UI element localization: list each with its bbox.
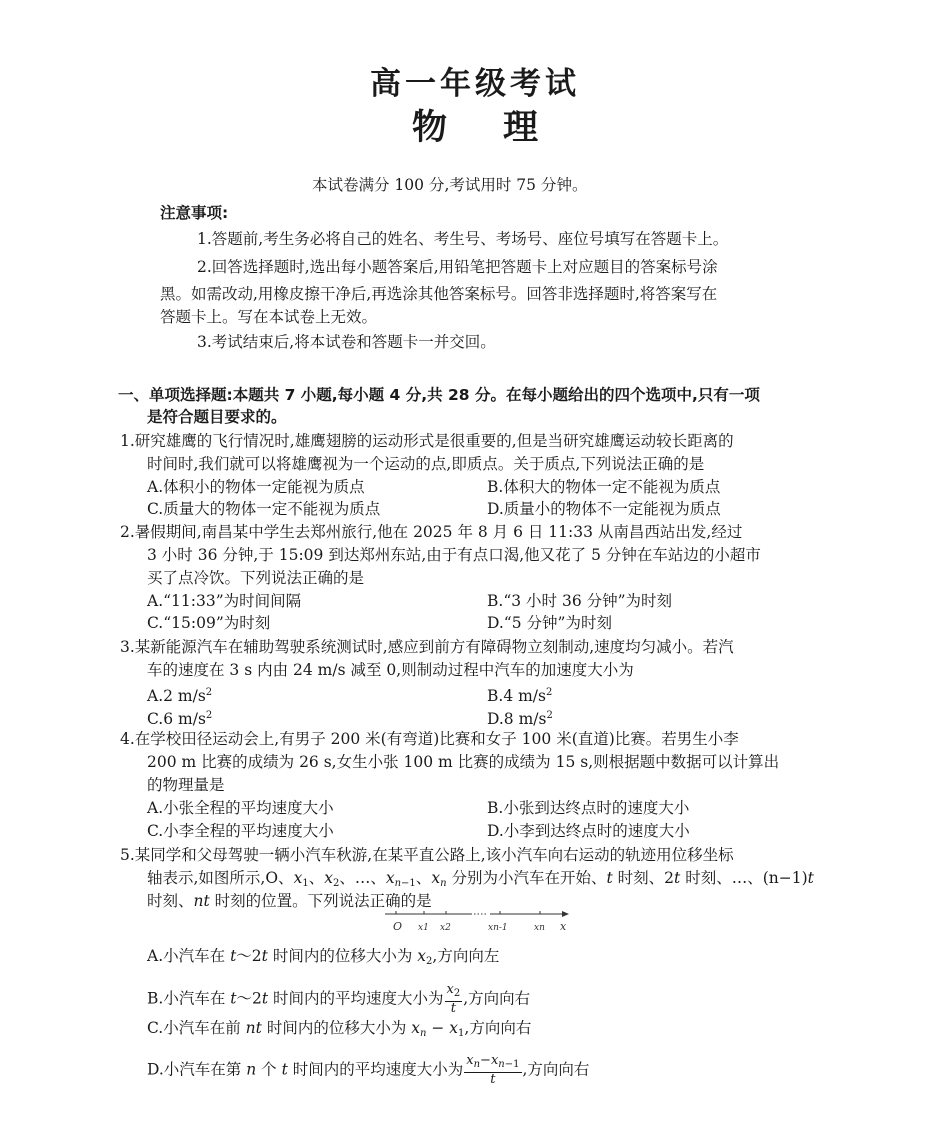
q5-option-c: C.小汽车在前 nt 时间内的位移大小为 $x_n - x_1$,方向向右 [147, 1019, 532, 1039]
section1-heading: 一、单项选择题:本题共 7 小题,每小题 4 分,共 28 分。在每小题给出的四个选项中,只有一项 [118, 386, 760, 404]
q5-stem-2-a: 轴表示,如图所示,O、 [147, 869, 294, 887]
axis-label-x: x [560, 920, 567, 933]
q5-option-b-post: ,方向向右 [463, 989, 531, 1008]
q5-stem-2-b: 分别为小汽车在开始、 [451, 869, 607, 887]
axis-label-o: O [393, 920, 403, 933]
q1-option-a: A.体积小的物体一定能视为质点 [147, 478, 365, 496]
q3-option-c-text: C.6 m/s [147, 710, 206, 728]
q3-option-a [147, 683, 212, 706]
q5-option-d-mid1: 个 [256, 1060, 282, 1079]
q3-option-d [487, 706, 553, 729]
q5-stem-2: 轴表示,如图所示,O、$x_1$、$x_2$、…、$x_{n-1}$、$x_n$ 分别为小汽车在开始、t 时刻、2t 时刻、…、(n−1)t [147, 869, 814, 889]
q5-option-a-mid: 时间内的位移大小为 [267, 947, 418, 965]
q5-stem-3-a: 时刻、 [147, 892, 194, 910]
notice-item-2: 2.回答选择题时,选出每小题答案后,用铅笔把答题卡上对应题目的答案标号涂 [197, 258, 718, 276]
displacement-axis-figure [380, 906, 570, 936]
q5-stem-1: 5.某同学和父母驾驶一辆小汽车秋游,在某平直公路上,该小汽车向右运动的轨迹用位移坐标 [120, 846, 734, 864]
q4-option-a: A.小张全程的平均速度大小 [147, 799, 334, 817]
notice-item-2-cont: 黑。如需改动,用橡皮擦干净后,再选涂其他答案标号。回答非选择题时,将答案写在 [160, 285, 718, 303]
q5-option-c-post: ,方向向右 [464, 1019, 532, 1037]
axis-label-x2: x2 [440, 923, 451, 933]
q4-stem-2: 200 m 比赛的成绩为 26 s,女生小张 100 m 比赛的成绩为 15 s,则根据题中数据可以计算出 [147, 753, 780, 771]
notice-heading: 注意事项: [160, 204, 229, 222]
q5-option-b-mid: 时间内的平均速度大小为 [268, 989, 444, 1008]
subject-char-2: 理 [503, 108, 539, 148]
section1-heading-cont: 是符合题目要求的。 [147, 408, 287, 426]
q2-stem-2: 3 小时 36 分钟,于 15:09 到达郑州东站,由于有点口渴,他又花了 5 分钟在车站边的小超市 [147, 546, 761, 564]
subject-char-1: 物 [411, 108, 447, 148]
q3-option-c-exp: 2 [205, 710, 213, 721]
q5-option-c-pre: C.小汽车在前 [147, 1019, 246, 1037]
q3-option-b [487, 683, 552, 706]
q1-option-d: D.质量小的物体不一定能视为质点 [487, 500, 721, 518]
q3-option-d-exp: 2 [546, 710, 553, 721]
q1-stem-1: 1.研究雄鹰的飞行情况时,雄鹰翅膀的运动形式是很重要的,但是当研究雄鹰运动较长距离的 [120, 432, 734, 450]
q3-option-a-text: A.2 m/s [147, 687, 206, 705]
q5-option-b-pre: B.小汽车在 [147, 989, 231, 1008]
notice-item-3: 3.考试结束后,将本试卷和答题卡一并交回。 [197, 333, 496, 351]
q4-option-c: C.小李全程的平均速度大小 [147, 822, 334, 840]
q1-option-c: C.质量大的物体一定不能视为质点 [147, 500, 381, 518]
subject-title [0, 100, 950, 150]
q2-option-b: B.“3 小时 36 分钟”为时刻 [487, 592, 673, 610]
axis-label-x1: x1 [418, 923, 429, 933]
exam-title: 高一年级考试 [370, 66, 580, 102]
q3-stem-1: 3.某新能源汽车在辅助驾驶系统测试时,感应到前方有障碍物立刻制动,速度均匀减小。若汽 [120, 638, 734, 656]
q5-stem-2-d: 时刻、…、(n−1) [685, 869, 808, 887]
q2-option-a: A.“11:33”为时间间隔 [147, 592, 302, 610]
q5-option-d-mid2: 时间内的平均速度大小为 [287, 1060, 464, 1079]
q2-option-c: C.“15:09”为时刻 [147, 614, 271, 632]
q2-stem-3: 买了点冷饮。下列说法正确的是 [147, 569, 365, 587]
q1-stem-2: 时间时,我们就可以将雄鹰视为一个运动的点,即质点。关于质点,下列说法正确的是 [147, 455, 705, 473]
axis-label-xn: xn [534, 923, 545, 933]
q4-option-b: B.小张到达终点时的速度大小 [487, 799, 690, 817]
q5-option-b-fraction: $\frac{x_2}{t}$ [446, 982, 461, 1016]
axis-label-xn-1: xn-1 [488, 923, 508, 933]
q5-option-a: A.小汽车在 t～2t 时间内的位移大小为 $x_2$,方向向左 [147, 947, 500, 967]
q2-option-d: D.“5 分钟”为时刻 [487, 614, 612, 632]
q3-option-b-text: B.4 m/s [487, 687, 546, 705]
q1-option-b: B.体积大的物体一定不能视为质点 [487, 478, 721, 496]
q5-option-b: B.小汽车在 t～2t 时间内的平均速度大小为 $\frac{x_2}{t}$ ,方向向右 [147, 982, 531, 1016]
q3-option-a-exp: 2 [205, 687, 213, 698]
q4-option-d: D.小李到达终点时的速度大小 [487, 822, 690, 840]
q5-option-d-pre: D.小汽车在第 [147, 1060, 247, 1079]
q3-option-d-text: D.8 m/s [487, 710, 547, 728]
q2-stem-1: 2.暑假期间,南昌某中学生去郑州旅行,他在 2025 年 8 月 6 日 11:33 从南昌西站出发,经过 [120, 523, 743, 541]
q3-option-c [147, 706, 212, 729]
axis-arrowhead [562, 911, 569, 917]
q5-option-d-fraction: $\frac{x_n-x_{n-1}}{t}$ [466, 1053, 520, 1087]
q5-stem-3: 时刻、nt 时刻的位置。下列说法正确的是 [147, 892, 432, 910]
q5-option-d: D.小汽车在第 n 个 t 时间内的平均速度大小为 $\frac{x_n-x_{n-1}}{t}$ ,方向向右 [147, 1053, 590, 1087]
q5-option-c-mid: 时间内的位移大小为 [261, 1019, 412, 1037]
q4-stem-3: 的物理量是 [147, 776, 225, 794]
q5-stem-2-c: 时刻、2 [617, 869, 675, 887]
q5-option-d-post: ,方向向右 [522, 1060, 590, 1079]
q3-option-b-exp: 2 [545, 687, 553, 698]
q5-stem-3-b: 时刻的位置。下列说法正确的是 [214, 892, 432, 910]
notice-item-1: 1.答题前,考生务必将自己的姓名、考生号、考场号、座位号填写在答题卡上。 [197, 230, 729, 248]
q5-option-a-post: ,方向向左 [432, 947, 500, 965]
notice-item-2-end: 答题卡上。写在本试卷上无效。 [160, 308, 378, 326]
q3-stem-2: 车的速度在 3 s 内由 24 m/s 减至 0,则制动过程中汽车的加速度大小为 [147, 661, 634, 679]
q5-option-a-pre: A.小汽车在 [147, 947, 231, 965]
q4-stem-1: 4.在学校田径运动会上,有男子 200 米(有弯道)比赛和女子 100 米(直道)比赛。若男生小李 [120, 730, 739, 748]
exam-intro: 本试卷满分 100 分,考试用时 75 分钟。 [312, 176, 588, 194]
